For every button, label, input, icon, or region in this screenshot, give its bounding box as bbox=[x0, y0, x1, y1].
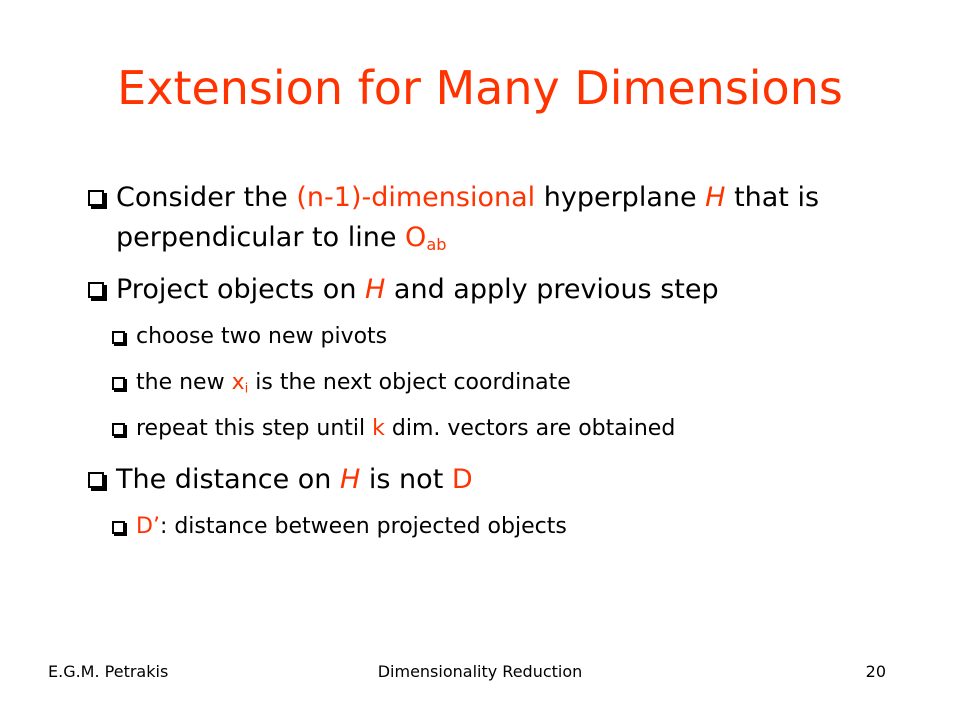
sub-bullet-new-xi bbox=[112, 368, 888, 398]
highlight-k: k bbox=[372, 416, 385, 441]
square-bullet-icon bbox=[112, 377, 125, 390]
square-bullet-icon bbox=[112, 423, 125, 436]
highlight-hyperplane-h: H bbox=[340, 464, 361, 495]
highlight-d: D bbox=[451, 464, 473, 495]
bullet-text: hyperplane bbox=[535, 182, 706, 213]
highlight-hyperplane-h: H bbox=[705, 182, 726, 213]
bullet-project-objects bbox=[88, 270, 888, 310]
sub-bullet-text: repeat this step until bbox=[136, 416, 373, 441]
bullet-hyperplane bbox=[88, 178, 888, 258]
sub-bullet-text: dim. vectors are obtained bbox=[384, 416, 676, 441]
sub-bullet-choose-pivots bbox=[112, 322, 888, 352]
sub-bullet-text: the new bbox=[136, 370, 232, 395]
footer-course: Dimensionality Reduction bbox=[377, 662, 583, 681]
footer-author: E.G.M. Petrakis bbox=[48, 662, 169, 681]
sub-bullet-repeat-step bbox=[112, 414, 888, 444]
highlight-x: x bbox=[231, 370, 245, 395]
bullet-list bbox=[88, 178, 888, 558]
bullet-text: The distance on bbox=[116, 464, 341, 495]
bullet-text: and apply previous step bbox=[385, 274, 719, 305]
bullet-text: Consider the bbox=[116, 182, 297, 213]
bullet-text: that is perpendicular to line bbox=[116, 182, 820, 253]
highlight-hyperplane-h: H bbox=[365, 274, 386, 305]
highlight-d-prime: D’ bbox=[136, 514, 160, 539]
sub-bullet-text: : distance between projected objects bbox=[159, 514, 567, 539]
highlight-line-o: O bbox=[405, 222, 427, 253]
square-bullet-icon bbox=[88, 282, 104, 298]
subscript-ab: ab bbox=[426, 235, 447, 255]
slide-title: Extension for Many Dimensions bbox=[117, 61, 843, 115]
bullet-distance-on-h bbox=[88, 460, 888, 500]
bullet-text: is not bbox=[360, 464, 452, 495]
highlight-n-minus-1-dimensional: (n-1)-dimensional bbox=[296, 182, 536, 213]
square-bullet-icon bbox=[88, 190, 104, 206]
sub-bullet-text: is the next object coordinate bbox=[248, 370, 571, 395]
bullet-text: Project objects on bbox=[116, 274, 366, 305]
sub-bullet-d-prime bbox=[112, 512, 888, 542]
square-bullet-icon bbox=[88, 472, 104, 488]
sub-bullet-text: choose two new pivots bbox=[136, 324, 388, 349]
footer-page-number: 20 bbox=[865, 662, 886, 681]
subscript-i: i bbox=[244, 381, 249, 397]
square-bullet-icon bbox=[112, 331, 125, 344]
square-bullet-icon bbox=[112, 521, 125, 534]
